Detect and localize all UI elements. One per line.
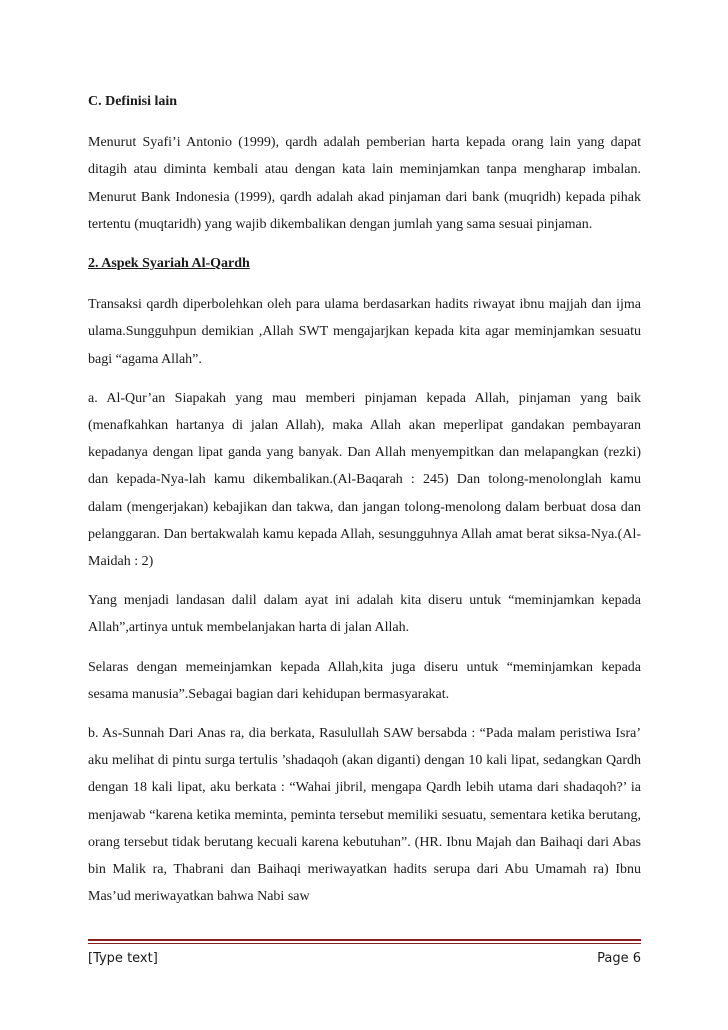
footer-divider-thin: [88, 943, 641, 944]
document-body: [88, 88, 641, 922]
footer-divider-thick: [88, 939, 641, 941]
paragraph-selaras: Selaras dengan memeinjamkan kepada Allah,kita juga diseru untuk “meminjamkan kepada sesama manusia”.Sebagai bagian dari kehidupan bermasyarakat.: [88, 659, 641, 702]
page-number: Page 6: [597, 951, 641, 966]
paragraph-al-quran: a. Al-Qur’an Siapakah yang mau memberi pinjaman kepada Allah, pinjaman yang baik (menafkahkan hartanya di jalan Allah), maka Allah akan meperlipat gandakan pembayaran kepadanya dengan lipat ganda yang banyak. Dan Allah menyempitkan dan melapangkan (rezki) dan kepada-Nya-lah kamu dikembalikan.(Al-Baqarah : 245) Dan tolong-menolonglah kamu dalam (mengerjakan) kebajikan dan takwa, dan jangan tolong-menolong dalam berbuat dosa dan pelanggaran. Dan bertakwalah kamu kepada Allah, sesungguhnya Allah amat berat siksa-Nya.(Al-Maidah : 2): [88, 390, 641, 570]
section-c-paragraph: Menurut Syafi’i Antonio (1999), qardh adalah pemberian harta kepada orang lain yang dapat ditagih atau diminta kembali atau dengan kata lain meminjamkan tanpa mengharap imbalan. Menurut Bank Indonesia (1999), qardh adalah akad pinjaman dari bank (muqridh) kepada pihak tertentu (muqtaridh) yang wajib dikembalikan dengan jumlah yang sama sesuai pinjaman.: [88, 135, 641, 232]
section-c-heading: C. Definisi lain: [88, 94, 178, 109]
paragraph-as-sunnah: b. As-Sunnah Dari Anas ra, dia berkata, Rasulullah SAW bersabda : “Pada malam peristiwa Isra’ aku melihat di pintu surga tertulis ’shadaqoh (akan diganti) dengan 10 kali lipat, sedangkan Qardh dengan 18 kali lipat, aku berkata : “Wahai jibril, mengapa Qardh lebih utama dari shadaqoh?’ ia menjawab “karena ketika meminta, peminta tersebut memiliki sesuatu, sementara ketika berutang, orang tersebut tidak berutang kecuali karena kebutuhan”. (HR. Ibnu Majah dan Baihaqi dari Abas bin Malik ra, Thabrani dan Baihaqi meriwayatkan hadits serupa dari Abu Umamah ra) Ibnu Mas’ud meriwayatkan bahwa Nabi saw: [88, 726, 641, 905]
paragraph-landasan-dalil: Yang menjadi landasan dalil dalam ayat ini adalah kita diseru untuk “meminjamkan kepada Allah”,artinya untuk membelanjakan harta di jalan Allah.: [88, 593, 641, 636]
paragraph-transaksi-qardh: Transaksi qardh diperbolehkan oleh para ulama berdasarkan hadits riwayat ibnu majjah dan ijma ulama.Sungguhpun demikian ,Allah SWT mengajarjkan kepada kita agar meminjamkan sesuatu bagi “agama Allah”.: [88, 297, 641, 367]
section-2-heading: [88, 250, 641, 277]
page-footer: [88, 951, 641, 966]
footer-placeholder-text: [Type text]: [88, 951, 158, 966]
section-2-heading-text: 2. Aspek Syariah Al-Qardh: [88, 256, 250, 272]
